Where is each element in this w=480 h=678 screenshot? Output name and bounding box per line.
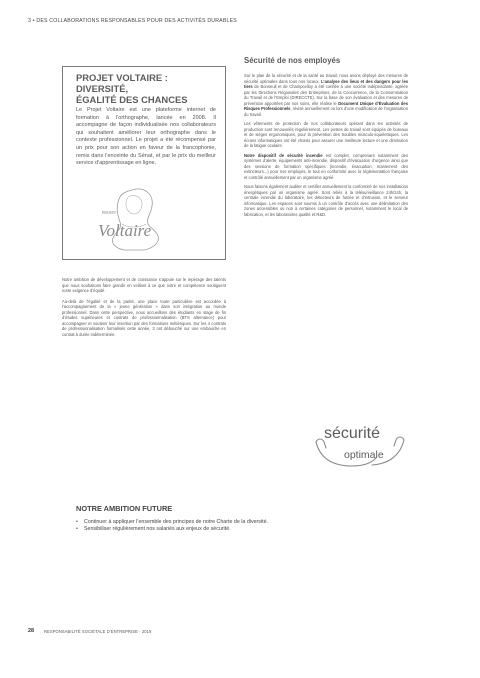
- voltaire-box-text: Le Projet Voltaire est une plateforme internet de formation à l’orthographe, lancée en 2008. Il accompagne de façon individualisée nos collaborateurs qui souhaitent améliorer leur orthographe dans le contexte professionnel. Le projet a été récompensé par un prix pour son action en faveur de la francophonie, remis dans l’enceinte du Sénat, et par le prix du meilleur service d’apprentissage en ligne.: [76, 107, 216, 167]
- left-paragraph-2: Au-delà de l’égalité et de la parité, une place toute particulière est accordée à l’accompagnement de la « jeune génération » dans son intégration au monde professionnel. Dans cette perspective, nous accueillons des étudiants en stage de fin d’études supérieures et contrats de professionnalisation (BTS alternance) pour accompagner et soutenir leur insertion par des formations métiériques. Sur les 4 contrats de professionnalisation formalisés cette année, 3 ont débouché sur une embauche en contrat à durée indéterminée.: [62, 298, 226, 337]
- security-title: Sécurité de nos employés: [244, 56, 341, 65]
- voltaire-title-line1: PROJET VOLTAIRE : DIVERSITÉ,: [76, 72, 168, 94]
- voltaire-logo: [84, 182, 184, 254]
- security-paragraph-1: Sur le plan de la sécurité et de la santé au travail, nous avons déployé des mesures de sécurité optimales dans tous nos locaux. L’analyse des lieux et des dangers pour les tiers de Bonneuil et de Champcelloy a été confiée à une société indépendante, agréée par les Directions Régionales des Entreprises, de la Concurrence, de la Consommation du Travail et de l’Emploi (DIRECCTE). Sur la base de son évaluation et des mesures de prévention apportées par nos soins, elle réalise le Document Unique d’Évaluation des Risques Professionnels, révisé annuellement ou lors d’une modification de l’organisation du travail.: [244, 73, 408, 117]
- security-paragraph-4: Nous faisons également auditer et certifier annuellement la conformité de nos installations énergétiques par un organisme agréé. Sont reliés à la télésurveillance 24h/24h, la centrale incendie du laboratoire, les détecteurs de fumée et d’intrusion, et le serveur informatique. Les espaces sont soumis à un contrôle d’accès avec une délimitation des zones accessibles ou non à certaines catégories de personnel, notamment le local de fabrication, et les laboratoires qualité et R&D.: [244, 184, 408, 217]
- bullet-icon: •: [76, 519, 78, 525]
- left-paragraph-1: Notre ambition de développement et de croissance s’appuie sur le repérage des talents que nous souhaitons faire grandir en veillant à ce que notre et compétence soutiguent notre exigence d’équité.: [62, 277, 226, 293]
- bullet-icon: •: [76, 526, 78, 532]
- page-header: 3 • DES COLLABORATIONS RESPONSABLES POUR DES ACTIVITÉS DURABLES: [28, 18, 237, 24]
- badge-line-2: optimale: [344, 449, 384, 461]
- footer-text: RESPONSABILITÉ SOCIÉTALE D’ENTREPRISE · 2019: [44, 629, 152, 634]
- badge-line-1: sécurité: [324, 425, 381, 442]
- page-number: 28: [28, 628, 34, 634]
- ambition-list: [76, 519, 406, 533]
- voltaire-box-title: [76, 72, 216, 105]
- security-paragraph-2: Les vêtements de protection de nos collaborateurs opérant dans les activités de production sont renouvelés régulièrement. Les postes de travail sont équipés de bureaux et de sièges ergonomiques, pour la prévention des troubles musculo-squelettiques. Les écrans informatiques ont été choisis pour assurer une meilleure lecture et une diminution de la fatigue oculaire.: [244, 121, 408, 148]
- logo-small-text: PROJET: [102, 210, 117, 215]
- left-column: [62, 277, 226, 342]
- security-column: [244, 73, 408, 221]
- security-paragraph-3: Notre dispositif de sécurité incendie est complet, comprenant notamment des systèmes d’alerte, équipements anti-incendie, dispositif d’évacuation d’urgence ainsi que des sessions de formation spécifiques (incendie, évacuation, maniement des extincteurs...) pour nos employés, le tout en conformité avec la réglementation française et contrôlé annuellement par un organisme agréé.: [244, 152, 408, 180]
- voltaire-title-line2: ÉGALITÉ DES CHANCES: [76, 94, 188, 105]
- logo-wordmark: Voltaire: [98, 221, 152, 240]
- list-item: • Sensibiliser régulièrement nos salariés aux enjeux de sécurité.: [76, 526, 231, 532]
- ambition-title: NOTRE AMBITION FUTURE: [76, 504, 173, 513]
- list-item: • Continuer à appliquer l’ensemble des principes de notre Charte de la diversité.: [76, 519, 269, 525]
